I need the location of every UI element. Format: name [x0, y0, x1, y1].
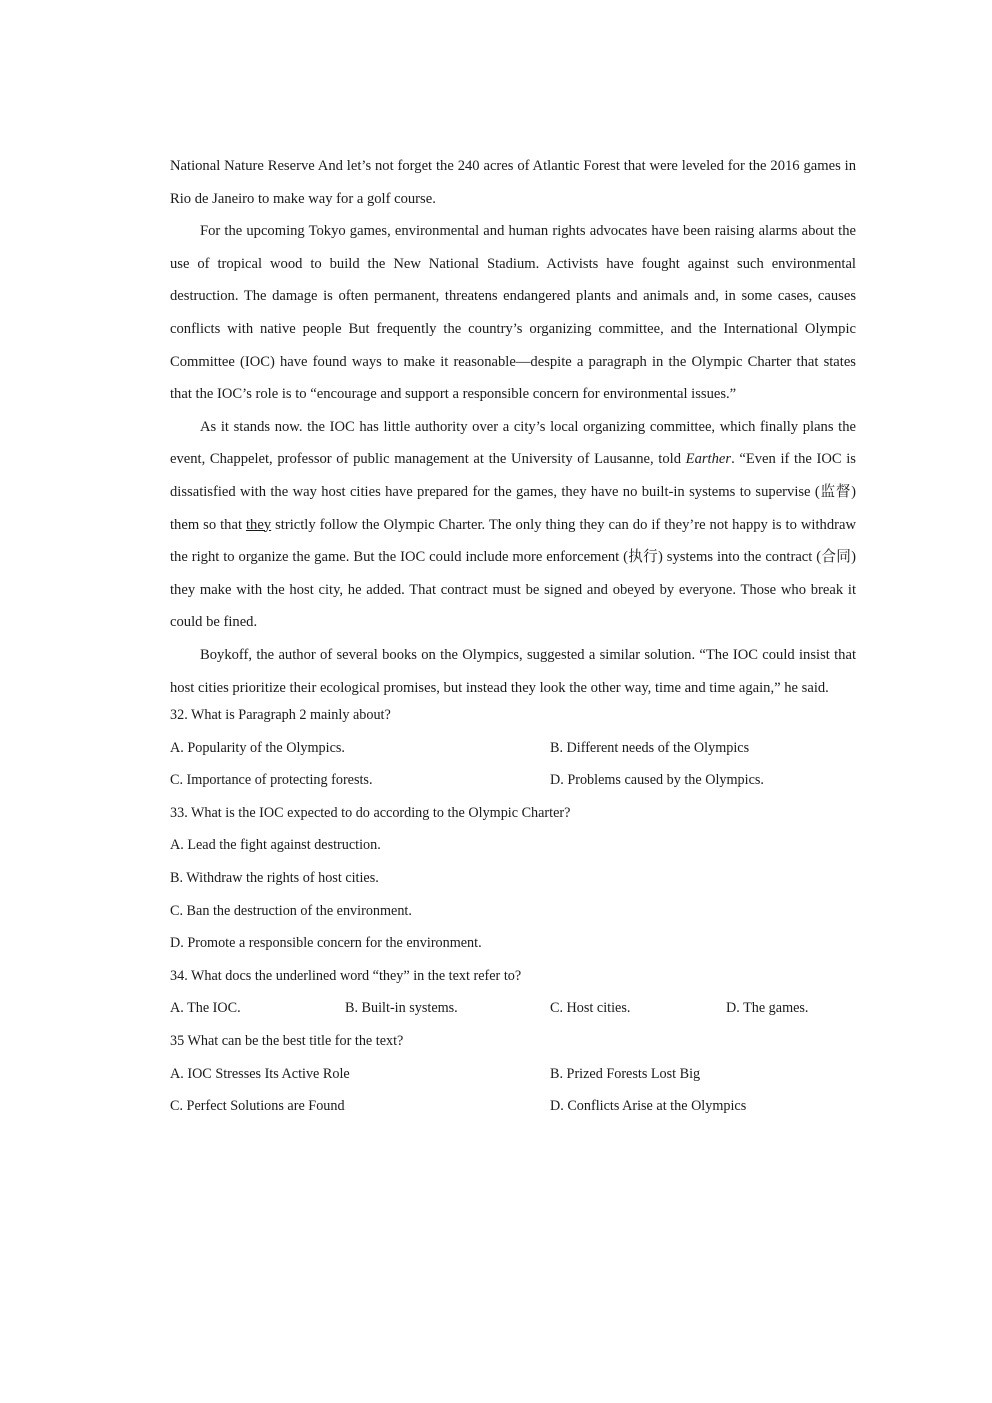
question-32-stem: 32. What is Paragraph 2 mainly about? [170, 707, 391, 723]
paragraph-3 [170, 411, 856, 639]
question-35-options-row-2 [170, 1090, 856, 1123]
question-33-option-c[interactable]: C. Ban the destruction of the environment. [170, 902, 412, 919]
question-32-option-b[interactable]: B. Different needs of the Olympics [550, 739, 750, 756]
question-33-stem: 33. What is the IOC expected to do according to the Olympic Charter? [170, 804, 571, 821]
question-34-option-a[interactable]: A. The IOC. [170, 1000, 241, 1017]
question-33-option-a[interactable]: A. Lead the fight against destruction. [170, 837, 381, 854]
question-32-options-row-1 [170, 732, 856, 765]
question-35-option-b[interactable]: B. Prized Forests Lost Big [550, 1065, 701, 1082]
question-34-option-c[interactable]: C. Host cities. [550, 1000, 631, 1017]
underlined-word-they: they [245, 516, 272, 533]
question-35-option-a[interactable]: A. IOC Stresses Its Active Role [170, 1065, 350, 1082]
question-34-options-row [170, 992, 856, 1025]
paragraph-3-part-3: strictly follow the Olympic Charter. The only thing they can do if they’re not happy is to withdraw the right to organize the game. But the IOC could include more enforcement (执行) systems into the contract (合同) they make with the host city, he added. That contract must be signed and obeyed by everyone. Those who break it could be fined. [170, 516, 856, 631]
reading-passage [170, 150, 856, 704]
question-33-option-b[interactable]: B. Withdraw the rights of host cities. [170, 869, 379, 886]
question-32-option-c[interactable]: C. Importance of protecting forests. [170, 772, 373, 789]
question-32-option-a[interactable]: A. Popularity of the Olympics. [170, 739, 345, 756]
question-34-option-d[interactable]: D. The games. [726, 1000, 809, 1017]
paragraph-3-part-2: . “Even if the IOC is dissatisfied with the way host cities have prepared for the games, they have no built-in systems to supervise (监督) them so that [170, 451, 856, 533]
paragraph-4: Boykoff, the author of several books on the Olympics, suggested a similar solution. “The IOC could insist that host cities prioritize their ecological promises, but instead they look the other way, time and time again,” he said. [170, 646, 856, 696]
question-list [170, 699, 856, 1123]
question-32-option-d[interactable]: D. Problems caused by the Olympics. [550, 772, 764, 789]
question-33-option-d[interactable]: D. Promote a responsible concern for the environment. [170, 935, 482, 952]
question-35-option-c[interactable]: C. Perfect Solutions are Found [170, 1098, 345, 1115]
earther-italic: Earther [685, 451, 732, 468]
question-32-options-row-2 [170, 764, 856, 797]
paragraph-1: National Nature Reserve And let’s not forget the 240 acres of Atlantic Forest that were leveled for the 2016 games in Rio de Janeiro to make way for a golf course. [170, 158, 856, 207]
paragraph-2: For the upcoming Tokyo games, environmental and human rights advocates have been raising alarms about the use of tropical wood to build the New National Stadium. Activists have fought against such environmental destruction. The damage is often permanent, threatens endangered plants and animals and, in some cases, causes conflicts with native people But frequently the country’s organizing committee, and the International Olympic Committee (IOC) have found ways to make it reasonable—despite a paragraph in the Olympic Charter that states that the IOC’s role is to “encourage and support a responsible concern for environmental issues.” [170, 223, 856, 403]
question-35-options-row-1 [170, 1058, 856, 1091]
paragraph-3-part-1: As it stands now. the IOC has little authority over a city’s local organizing committee, which finally plans the event, Chappelet, professor of public management at the University of Lausanne, told [170, 418, 856, 468]
question-34-stem: 34. What docs the underlined word “they” in the text refer to? [170, 967, 522, 984]
question-34-option-b[interactable]: B. Built-in systems. [345, 1000, 458, 1017]
question-35-stem: 35 What can be the best title for the text? [170, 1032, 404, 1049]
question-35-option-d[interactable]: D. Conflicts Arise at the Olympics [550, 1098, 747, 1115]
